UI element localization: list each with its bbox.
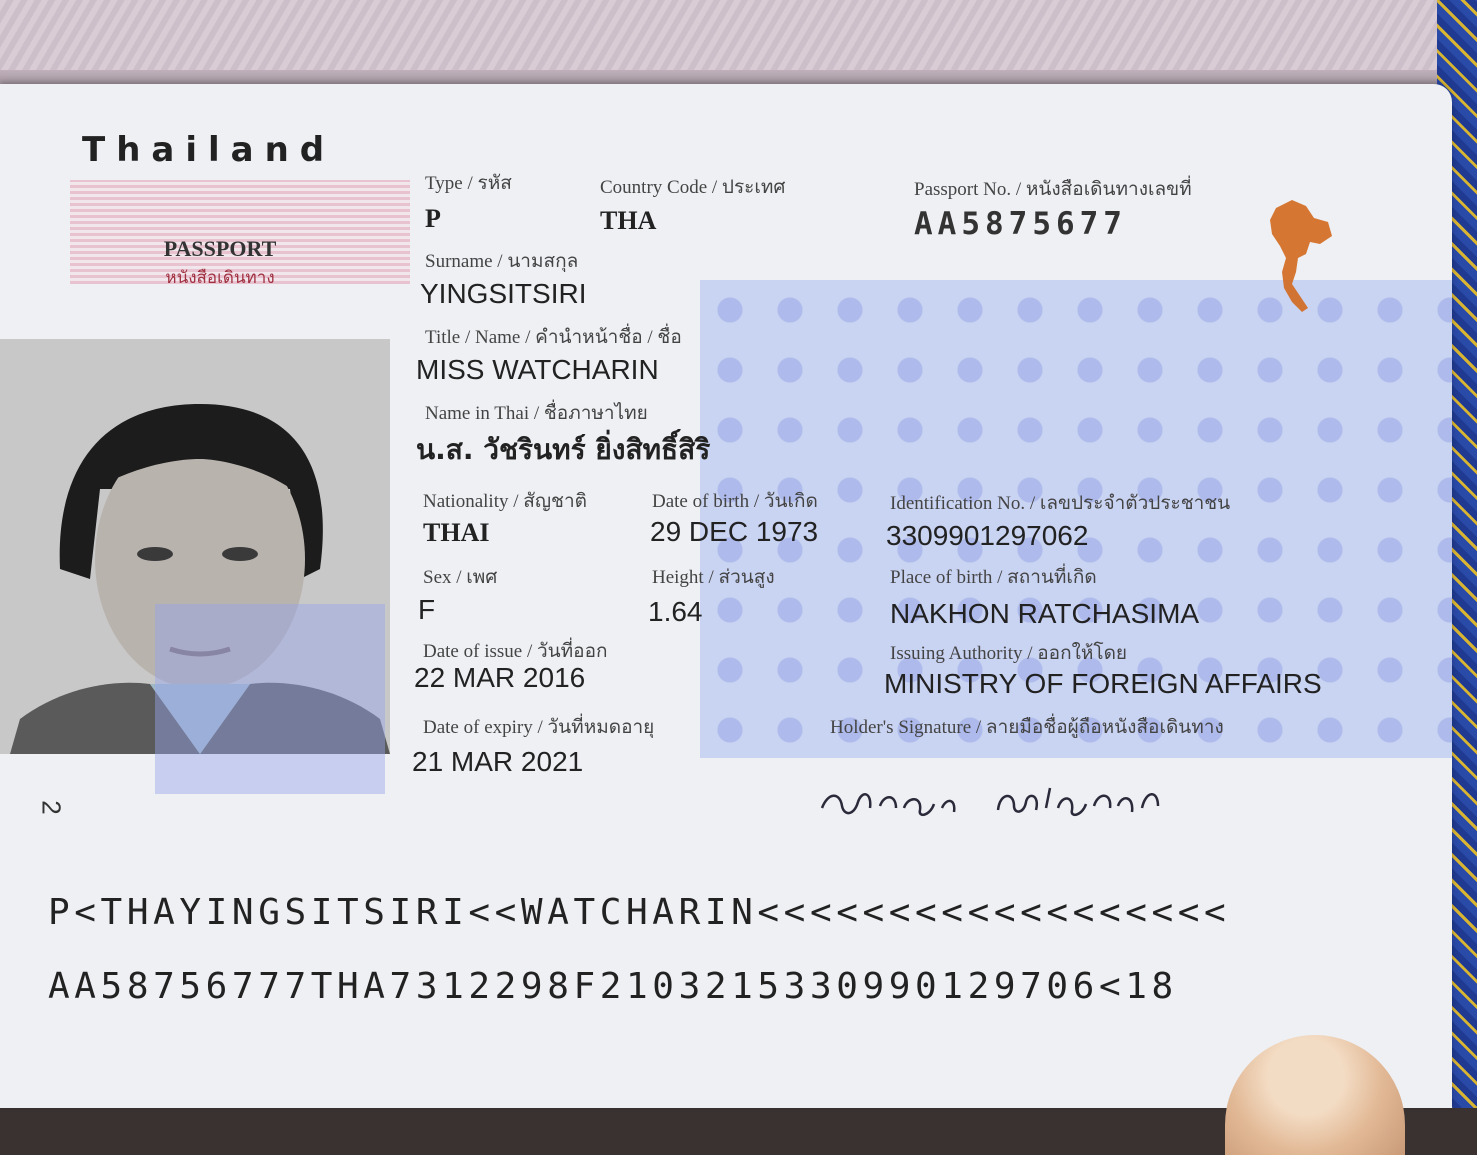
title-name-value: MISS WATCHARIN — [416, 354, 659, 385]
name-thai-value: น.ส. วัชรินทร์ ยิ่งสิทธิ์สิริ — [416, 433, 711, 466]
country-code-value: THA — [600, 206, 657, 235]
mrz-line-1: P<THAYINGSITSIRI<<WATCHARIN<<<<<<<<<<<<<<<<<< — [48, 892, 1231, 933]
date-of-expiry-label: Date of expiry / วันที่หมดอายุ — [423, 717, 655, 738]
title-name-label: Title / Name / คำนำหน้าชื่อ / ชื่อ — [425, 327, 682, 348]
document-word: PASSPORT — [163, 236, 277, 261]
place-of-birth-value: NAKHON RATCHASIMA — [890, 598, 1200, 629]
date-of-birth-value: 29 DEC 1973 — [650, 516, 819, 547]
holder-signature-label: Holder's Signature / ลายมือชื่อผู้ถือหนังสือเดินทาง — [830, 717, 1224, 738]
holder-signature-scribble — [818, 778, 1178, 828]
date-of-issue-label: Date of issue / วันที่ออก — [423, 641, 608, 662]
height-value: 1.64 — [648, 596, 703, 627]
title-block — [82, 130, 335, 170]
type-label: Type / รหัส — [425, 173, 512, 194]
thailand-map-icon — [1262, 196, 1342, 316]
mrz-line-2: AA58756777THA7312298F2103215330990129706<18 — [48, 966, 1178, 1007]
date-of-issue-value: 22 MAR 2016 — [414, 662, 586, 693]
date-of-expiry-value: 21 MAR 2021 — [412, 746, 584, 777]
type-value: P — [425, 204, 441, 233]
date-of-birth-label: Date of birth / วันเกิด — [652, 491, 818, 512]
country-code-label: Country Code / ประเทศ — [600, 177, 786, 198]
surname-value: YINGSITSIRI — [420, 278, 587, 309]
sex-value: F — [418, 594, 436, 625]
nationality-value: THAI — [423, 518, 490, 547]
passport-no-label: Passport No. / หนังสือเดินทางเลขที่ — [914, 179, 1192, 200]
identification-no-label: Identification No. / เลขประจำตัวประชาชน — [890, 493, 1231, 514]
place-of-birth-label: Place of birth / สถานที่เกิด — [890, 567, 1097, 588]
height-label: Height / ส่วนสูง — [652, 567, 775, 588]
name-thai-label: Name in Thai / ชื่อภาษาไทย — [425, 403, 648, 424]
passport-no-value: AA5875677 — [914, 206, 1127, 242]
sex-label: Sex / เพศ — [423, 567, 498, 588]
document-word-thai: หนังสือเดินทาง — [165, 268, 275, 288]
surname-label: Surname / นามสกุล — [425, 251, 579, 272]
issuing-authority-value: MINISTRY OF FOREIGN AFFAIRS — [884, 668, 1322, 699]
ghost-photo-hologram — [155, 604, 385, 794]
nationality-label: Nationality / สัญชาติ — [423, 491, 587, 512]
identification-no-value: 3309901297062 — [886, 520, 1089, 551]
passport-data-page — [0, 84, 1452, 1108]
page-number: 2 — [36, 800, 67, 815]
issuing-authority-label: Issuing Authority / ออกให้โดย — [890, 643, 1128, 664]
country-name: Thailand — [82, 130, 336, 170]
